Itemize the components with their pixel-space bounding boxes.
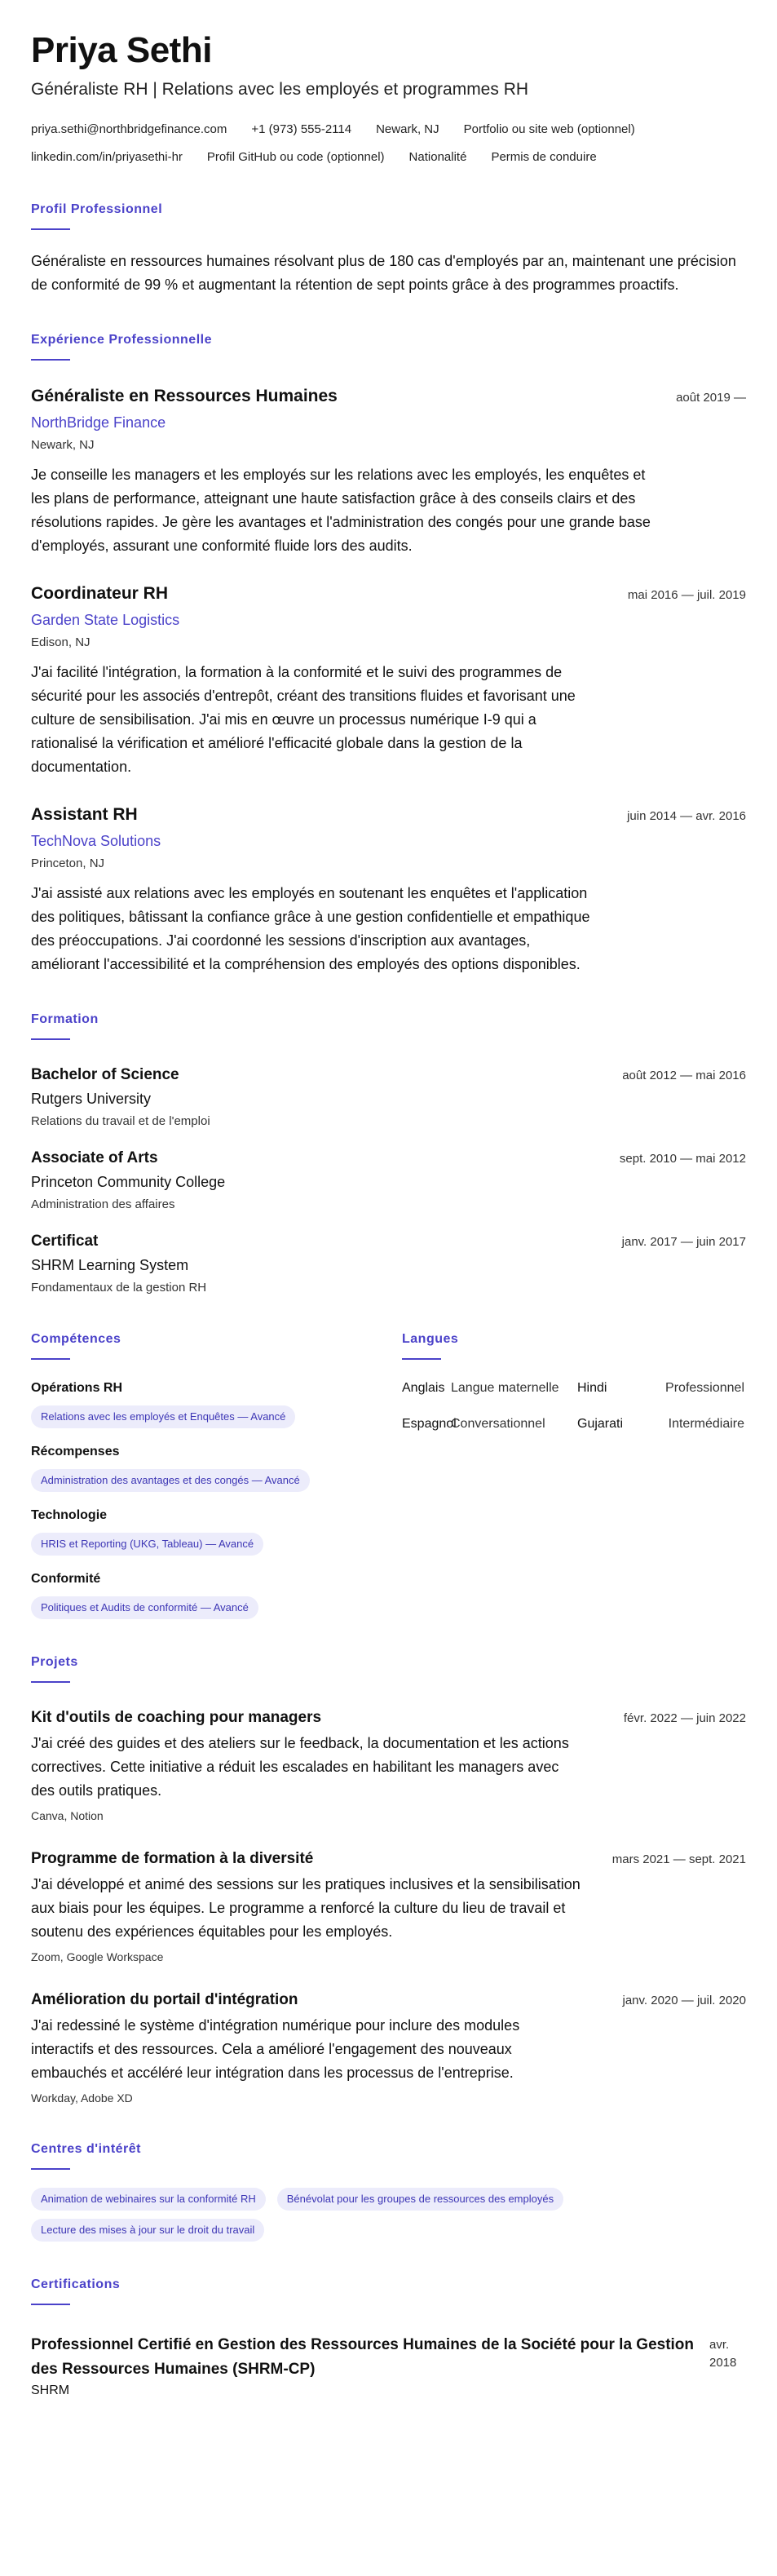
project-item <box>31 1707 746 1824</box>
school-name: Princeton Community College <box>31 1174 226 1190</box>
languages-section <box>402 1332 744 1619</box>
project-description: J'ai créé des guides et des ateliers sur le feedback, la documentation et les actions correctives. Cette initiative a réduit les escalades en habilitant les managers avec des outils pratiques. <box>31 1735 569 1799</box>
certifications-section <box>31 2277 746 2398</box>
skill-category: Opérations RH <box>31 1381 123 1395</box>
project-item <box>31 1848 746 1965</box>
profile-summary: Généraliste en ressources humaines résolvant plus de 180 cas d'employés par an, maintenant une précision de conformité de 99 % et augmentant la rétention de sept points grâce à des programmes proactifs. <box>31 253 736 293</box>
job-dates: août 2019 — <box>676 391 746 405</box>
projects-section <box>31 1655 746 2106</box>
skill-category: Technologie <box>31 1508 108 1522</box>
job-location: Princeton, NJ <box>31 856 105 870</box>
interest-tag: Animation de webinaires sur la conformité RH <box>31 2188 266 2211</box>
education-dates: janv. 2017 — juin 2017 <box>621 1235 746 1249</box>
location-text: Newark, NJ <box>376 122 439 136</box>
license-text: Permis de conduire <box>491 150 597 164</box>
skills-languages-row <box>31 1332 746 1619</box>
section-divider <box>402 1358 441 1360</box>
language-level: Intermédiaire <box>668 1417 744 1431</box>
skill-tag: Relations avec les employés et Enquêtes — Avancé <box>31 1405 295 1428</box>
project-name: Amélioration du portail d'intégration <box>31 1991 298 2008</box>
skill-group <box>31 1570 402 1619</box>
project-tools: Canva, Notion <box>31 1809 104 1822</box>
experience-item <box>31 582 746 779</box>
school-name: SHRM Learning System <box>31 1257 189 1273</box>
interest-tag: Lecture des mises à jour sur le droit du travail <box>31 2219 264 2242</box>
education-item <box>31 1231 746 1296</box>
language-name: Espagnol <box>402 1417 457 1431</box>
language-level: Langue maternelle <box>451 1381 559 1395</box>
education-item <box>31 1064 746 1130</box>
section-title: Langues <box>402 1332 459 1346</box>
section-title: Centres d'intérêt <box>31 2142 141 2156</box>
section-divider <box>31 1358 70 1360</box>
job-dates: mai 2016 — juil. 2019 <box>627 588 746 602</box>
project-name: Programme de formation à la diversité <box>31 1850 314 1867</box>
links-row <box>31 148 746 166</box>
company-name: TechNova Solutions <box>31 833 161 849</box>
job-location: Edison, NJ <box>31 635 91 649</box>
degree-title: Certificat <box>31 1233 99 1250</box>
job-description: J'ai facilité l'intégration, la formation à la conformité et le suivi des programmes de sécurité pour les associés d'entrepôt, créant des transitions fluides et favorisant une culture de sensibilisation. J'ai mis en œuvre un processus numérique I-9 qui a rationalisé la vérification et amélioré l'efficacité globale dans la gestion de la documentation. <box>31 664 576 775</box>
skill-group <box>31 1379 402 1428</box>
education-item <box>31 1148 746 1213</box>
skill-group <box>31 1443 402 1492</box>
job-title: Coordinateur RH <box>31 584 168 603</box>
certification-date: avr. 2018 <box>709 2338 737 2370</box>
experience-item <box>31 803 746 976</box>
education-dates: août 2012 — mai 2016 <box>622 1069 746 1082</box>
language-name: Anglais <box>402 1381 445 1395</box>
study-field: Administration des affaires <box>31 1197 175 1211</box>
school-name: Rutgers University <box>31 1091 152 1107</box>
job-title: Assistant RH <box>31 805 138 824</box>
experience-section <box>31 333 746 976</box>
certification-name: Professionnel Certifié en Gestion des Ressources Humaines de la Société pour la Gestion des Ressources Humaines (SHRM-CP) <box>31 2336 695 2378</box>
linkedin-link[interactable]: linkedin.com/in/priyasethi-hr <box>31 150 183 164</box>
email-link[interactable]: priya.sethi@northbridgefinance.com <box>31 122 227 136</box>
job-title: Généraliste en Ressources Humaines <box>31 387 338 405</box>
job-location: Newark, NJ <box>31 438 95 452</box>
skill-group <box>31 1507 402 1556</box>
languages-grid <box>402 1379 744 1433</box>
project-dates: févr. 2022 — juin 2022 <box>623 1711 746 1725</box>
section-title: Projets <box>31 1655 78 1669</box>
study-field: Fondamentaux de la gestion RH <box>31 1281 207 1295</box>
candidate-headline: Généraliste RH | Relations avec les employés et programmes RH <box>31 80 529 99</box>
certification-item <box>31 2333 746 2398</box>
section-divider <box>31 1681 70 1683</box>
skill-tag: HRIS et Reporting (UKG, Tableau) — Avancé <box>31 1533 263 1556</box>
education-dates: sept. 2010 — mai 2012 <box>619 1152 746 1166</box>
candidate-name: Priya Sethi <box>31 30 212 70</box>
skill-tag: Administration des avantages et des congés — Avancé <box>31 1469 310 1492</box>
section-title: Expérience Professionnelle <box>31 333 212 347</box>
job-description: J'ai assisté aux relations avec les employés en soutenant les enquêtes et l'application des politiques, bâtissant la confiance grâce à une gestion confidentielle et empathique des préoccupations. J'ai coordonné les sessions d'inscription aux avantages, améliorant l'accessibilité et la compréhension des employés des options disponibles. <box>31 885 590 972</box>
language-level: Professionnel <box>665 1381 744 1395</box>
phone-text: +1 (973) 555-2114 <box>251 122 352 136</box>
contact-row <box>31 121 746 139</box>
company-name: NorthBridge Finance <box>31 414 166 431</box>
language-name: Gujarati <box>577 1417 624 1431</box>
project-dates: mars 2021 — sept. 2021 <box>611 1852 746 1866</box>
github-link[interactable]: Profil GitHub ou code (optionnel) <box>206 150 385 164</box>
skill-category: Récompenses <box>31 1445 120 1458</box>
section-title: Compétences <box>31 1332 121 1346</box>
interest-tag: Bénévolat pour les groupes de ressources des employés <box>277 2188 563 2211</box>
skill-tag: Politiques et Audits de conformité — Avancé <box>31 1596 258 1619</box>
skills-section <box>31 1332 402 1619</box>
nationality-text: Nationalité <box>408 150 467 164</box>
project-dates: janv. 2020 — juil. 2020 <box>622 1994 746 2007</box>
company-name: Garden State Logistics <box>31 612 180 628</box>
interests-list <box>31 2188 700 2242</box>
language-name: Hindi <box>577 1381 607 1395</box>
section-divider <box>31 1038 70 1040</box>
project-tools: Zoom, Google Workspace <box>31 1950 164 1963</box>
interests-section <box>31 2142 746 2242</box>
skill-category: Conformité <box>31 1572 101 1586</box>
job-dates: juin 2014 — avr. 2016 <box>627 809 746 823</box>
section-title: Profil Professionnel <box>31 202 163 216</box>
project-description: J'ai développé et animé des sessions sur les pratiques inclusives et la sensibilisation aux biais pour les équipes. Le programme a renforcé la culture du lieu de travail et soutenu des expériences équitables pour les employés. <box>31 1876 581 1940</box>
experience-item <box>31 385 746 558</box>
project-name: Kit d'outils de coaching pour managers <box>31 1709 322 1726</box>
section-divider <box>31 228 70 230</box>
portfolio-link[interactable]: Portfolio ou site web (optionnel) <box>463 122 635 136</box>
degree-title: Associate of Arts <box>31 1149 158 1166</box>
education-section <box>31 1012 746 1296</box>
project-tools: Workday, Adobe XD <box>31 2091 133 2105</box>
project-description: J'ai redessiné le système d'intégration numérique pour inclure des modules interactifs et des ressources. Cela a amélioré l'engagement des nouveaux embauchés et accéléré leur intégration dans les processus de l'entreprise. <box>31 2017 520 2081</box>
certification-issuer: SHRM <box>31 2383 70 2397</box>
degree-title: Bachelor of Science <box>31 1066 179 1083</box>
study-field: Relations du travail et de l'emploi <box>31 1114 210 1128</box>
section-title: Formation <box>31 1012 99 1026</box>
language-level: Conversationnel <box>451 1417 545 1431</box>
profile-section <box>31 202 746 297</box>
job-description: Je conseille les managers et les employés sur les relations avec les employés, les enquêtes et les plans de performance, atteignant une haute satisfaction grâce à des conseils clairs et des résolutions rapides. Je gère les avantages et l'administration des congés pour une grande base d'employés, assurant une conformité fluide lors des audits. <box>31 467 651 554</box>
section-title: Certifications <box>31 2277 121 2291</box>
resume-header <box>31 29 746 166</box>
section-divider <box>31 2304 70 2305</box>
project-item <box>31 1990 746 2106</box>
section-divider <box>31 359 70 361</box>
section-divider <box>31 2168 70 2170</box>
